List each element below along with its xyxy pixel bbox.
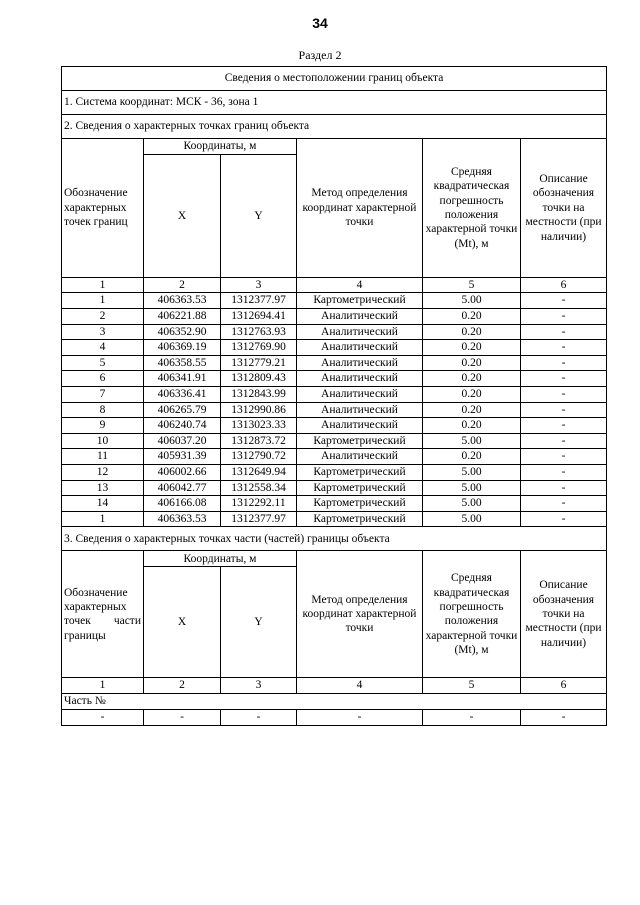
cell-coord-y: 1312990.86 [221, 402, 297, 418]
cell-coord-y: 1312769.90 [221, 340, 297, 356]
cell-description: - [521, 324, 607, 340]
cell-description: - [521, 496, 607, 512]
boundary-table [61, 66, 607, 726]
part-designation-word: точек [64, 615, 91, 628]
cell-method: Картометрический [297, 464, 423, 480]
cell-point-number: 6 [62, 371, 144, 387]
cell-coord-x: 406341.91 [144, 371, 221, 387]
cell-coord-y: 1312558.34 [221, 480, 297, 496]
cell-coord-x: 405931.39 [144, 449, 221, 465]
column-number: 2 [144, 678, 221, 693]
part-cell: - [221, 709, 297, 725]
table-row [62, 464, 607, 480]
header-point-designation: Обозначение характерных точек границ [62, 139, 144, 278]
cell-point-number: 9 [62, 418, 144, 434]
cell-method: Аналитический [297, 449, 423, 465]
parts-header-x: X [144, 567, 221, 678]
cell-coord-y: 1312790.72 [221, 449, 297, 465]
column-number: 1 [62, 278, 144, 293]
cell-description: - [521, 371, 607, 387]
cell-description: - [521, 464, 607, 480]
cell-coord-x: 406358.55 [144, 355, 221, 371]
table-row [62, 371, 607, 387]
table-row [62, 496, 607, 512]
cell-coord-y: 1312377.97 [221, 511, 297, 527]
table-row [62, 355, 607, 371]
cell-coord-x: 406265.79 [144, 402, 221, 418]
cell-description: - [521, 308, 607, 324]
cell-point-number: 12 [62, 464, 144, 480]
cell-method: Аналитический [297, 418, 423, 434]
cell-mt-error: 0.20 [423, 418, 521, 434]
header-error: Средняя квадратическая погрешность положения характерной точки (Mt), м [423, 139, 521, 278]
cell-method: Картометрический [297, 511, 423, 527]
column-number: 5 [423, 678, 521, 693]
part-cell: - [144, 709, 221, 725]
cell-description: - [521, 449, 607, 465]
part-designation-word: части [113, 615, 141, 628]
table-title: Сведения о местоположении границ объекта [62, 67, 607, 91]
cell-method: Картометрический [297, 496, 423, 512]
column-number: 6 [521, 678, 607, 693]
section-label: Раздел 2 [298, 48, 342, 62]
cell-point-number: 5 [62, 355, 144, 371]
column-number: 3 [221, 278, 297, 293]
cell-coord-x: 406221.88 [144, 308, 221, 324]
parts-header-description: Описание обозначения точки на местности (при наличии) [521, 551, 607, 678]
cell-mt-error: 0.20 [423, 308, 521, 324]
table-row [62, 418, 607, 434]
part-cell: - [297, 709, 423, 725]
cell-point-number: 14 [62, 496, 144, 512]
table-row [62, 386, 607, 402]
cell-coord-y: 1312763.93 [221, 324, 297, 340]
cell-description: - [521, 402, 607, 418]
cell-description: - [521, 433, 607, 449]
column-number: 1 [62, 678, 144, 693]
cell-method: Картометрический [297, 293, 423, 309]
part-designation-line [64, 614, 141, 628]
part-empty-row [62, 709, 607, 725]
column-numbers-row [62, 278, 607, 293]
cell-coord-x: 406336.41 [144, 386, 221, 402]
cell-mt-error: 0.20 [423, 386, 521, 402]
column-number: 4 [297, 678, 423, 693]
cell-point-number: 7 [62, 386, 144, 402]
cell-point-number: 3 [62, 324, 144, 340]
cell-point-number: 11 [62, 449, 144, 465]
parts-header-coords: Координаты, м [144, 551, 297, 567]
column-number: 5 [423, 278, 521, 293]
part-cell: - [521, 709, 607, 725]
cell-mt-error: 5.00 [423, 480, 521, 496]
cell-method: Картометрический [297, 480, 423, 496]
cell-coord-y: 1312292.11 [221, 496, 297, 512]
cell-coord-x: 406042.77 [144, 480, 221, 496]
cell-method: Аналитический [297, 386, 423, 402]
cell-coord-y: 1312809.43 [221, 371, 297, 387]
part-designation-line: Обозначение [64, 586, 128, 599]
cell-description: - [521, 386, 607, 402]
header-x: X [144, 155, 221, 278]
table-row [62, 324, 607, 340]
cell-coord-y: 1312649.94 [221, 464, 297, 480]
cell-mt-error: 0.20 [423, 371, 521, 387]
table-row [62, 480, 607, 496]
part-designation-line: характерных [64, 600, 127, 613]
page-number: 34 [312, 15, 328, 31]
cell-description: - [521, 480, 607, 496]
cell-method: Аналитический [297, 355, 423, 371]
cell-mt-error: 0.20 [423, 402, 521, 418]
cell-coord-x: 406352.90 [144, 324, 221, 340]
column-number: 4 [297, 278, 423, 293]
cell-mt-error: 5.00 [423, 464, 521, 480]
part-cell: - [423, 709, 521, 725]
table-row [62, 340, 607, 356]
header-y: Y [221, 155, 297, 278]
cell-coord-y: 1312873.72 [221, 433, 297, 449]
cell-coord-x: 406166.08 [144, 496, 221, 512]
cell-point-number: 10 [62, 433, 144, 449]
cell-point-number: 4 [62, 340, 144, 356]
part-designation-line: границы [64, 629, 106, 642]
header-part-designation [62, 551, 144, 678]
parts-header-error: Средняя квадратическая погрешность положения характерной точки (Mt), м [423, 551, 521, 678]
part-label: Часть № [62, 693, 607, 709]
coord-system: 1. Система координат: МСК - 36, зона 1 [62, 91, 607, 115]
table-row [62, 402, 607, 418]
cell-coord-x: 406037.20 [144, 433, 221, 449]
cell-method: Аналитический [297, 340, 423, 356]
header-method: Метод определения координат характерной точки [297, 139, 423, 278]
parts-heading: 3. Сведения о характерных точках части (частей) границы объекта [62, 527, 607, 551]
points-heading: 2. Сведения о характерных точках границ объекта [62, 115, 607, 139]
column-number: 3 [221, 678, 297, 693]
cell-coord-y: 1312843.99 [221, 386, 297, 402]
cell-coord-y: 1312694.41 [221, 308, 297, 324]
cell-coord-y: 1312779.21 [221, 355, 297, 371]
parts-column-numbers-row [62, 678, 607, 693]
cell-point-number: 1 [62, 511, 144, 527]
cell-description: - [521, 355, 607, 371]
cell-method: Аналитический [297, 402, 423, 418]
cell-method: Аналитический [297, 324, 423, 340]
column-number: 6 [521, 278, 607, 293]
cell-point-number: 1 [62, 293, 144, 309]
cell-description: - [521, 511, 607, 527]
cell-mt-error: 5.00 [423, 496, 521, 512]
cell-coord-x: 406369.19 [144, 340, 221, 356]
cell-coord-y: 1313023.33 [221, 418, 297, 434]
cell-point-number: 13 [62, 480, 144, 496]
cell-mt-error: 5.00 [423, 433, 521, 449]
table-row [62, 449, 607, 465]
cell-mt-error: 0.20 [423, 340, 521, 356]
cell-coord-x: 406002.66 [144, 464, 221, 480]
cell-description: - [521, 293, 607, 309]
table-row [62, 433, 607, 449]
cell-mt-error: 5.00 [423, 511, 521, 527]
cell-method: Картометрический [297, 433, 423, 449]
table-row [62, 293, 607, 309]
cell-mt-error: 0.20 [423, 324, 521, 340]
cell-description: - [521, 340, 607, 356]
cell-point-number: 8 [62, 402, 144, 418]
cell-method: Аналитический [297, 371, 423, 387]
part-cell: - [62, 709, 144, 725]
cell-method: Аналитический [297, 308, 423, 324]
cell-mt-error: 0.20 [423, 449, 521, 465]
cell-coord-x: 406363.53 [144, 293, 221, 309]
parts-header-method: Метод определения координат характерной точки [297, 551, 423, 678]
table-row [62, 308, 607, 324]
cell-mt-error: 0.20 [423, 355, 521, 371]
parts-header-y: Y [221, 567, 297, 678]
cell-mt-error: 5.00 [423, 293, 521, 309]
cell-point-number: 2 [62, 308, 144, 324]
column-number: 2 [144, 278, 221, 293]
header-coords: Координаты, м [144, 139, 297, 155]
cell-coord-x: 406240.74 [144, 418, 221, 434]
cell-coord-y: 1312377.97 [221, 293, 297, 309]
cell-coord-x: 406363.53 [144, 511, 221, 527]
table-row [62, 511, 607, 527]
cell-description: - [521, 418, 607, 434]
header-description: Описание обозначения точки на местности (при наличии) [521, 139, 607, 278]
